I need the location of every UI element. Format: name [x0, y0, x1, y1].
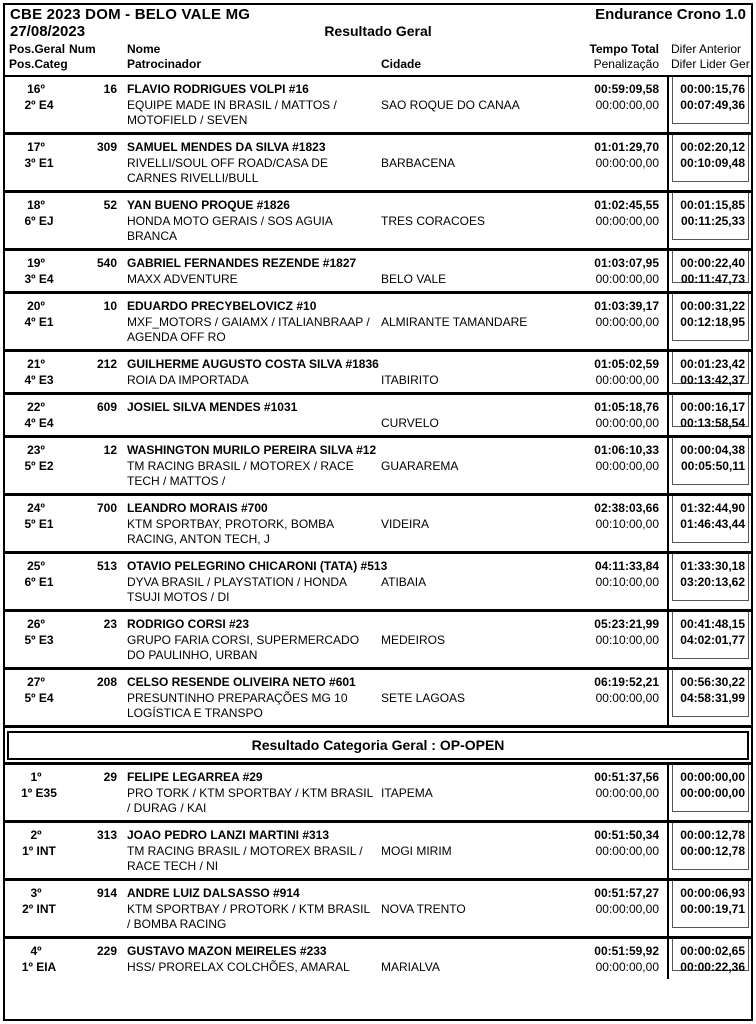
rider-name: WASHINGTON MURILO PEREIRA SILVA #12 — [127, 443, 377, 457]
difer-lider-value: 00:13:58,54 — [680, 416, 745, 430]
difference-box — [672, 612, 749, 659]
name-cell — [117, 352, 547, 392]
position-cell — [5, 352, 67, 392]
difer-anterior-value: 00:00:04,38 — [680, 443, 745, 457]
penalizacao-value: 00:00:00,00 — [595, 960, 659, 974]
document-header — [5, 5, 751, 40]
pos-geral-value: 26º — [27, 617, 45, 631]
difer-anterior-value: 00:00:02,65 — [680, 944, 745, 958]
position-cell — [5, 881, 67, 936]
difer-anterior-value: 00:01:23,42 — [680, 357, 745, 371]
position-cell — [5, 554, 67, 609]
col-pos-categ: Pos.Categ — [9, 57, 68, 71]
difference-box — [672, 77, 749, 124]
penalizacao-value: 00:00:00,00 — [595, 691, 659, 705]
difference-cell — [667, 193, 751, 248]
name-cell — [117, 395, 547, 435]
pos-geral-value: 21º — [27, 357, 45, 371]
city-text: ITAPEMA — [381, 786, 433, 800]
difference-cell — [667, 135, 751, 190]
pos-categ-value: 5º E4 — [24, 691, 54, 705]
time-cell — [547, 765, 667, 820]
name-cell — [117, 765, 547, 820]
pos-geral-value: 20º — [27, 299, 45, 313]
penalizacao-value: 00:00:00,00 — [595, 98, 659, 112]
difference-cell — [667, 612, 751, 667]
pos-categ-value: 4º E4 — [24, 416, 54, 430]
result-row — [5, 435, 751, 493]
pos-categ-value: 1º INT — [22, 844, 56, 858]
sponsor-text: KTM SPORTBAY, PROTORK, BOMBA RACING, ANTON TECH, J — [127, 517, 334, 546]
position-cell — [5, 765, 67, 820]
tempo-total-value: 00:59:09,58 — [594, 82, 659, 96]
sponsor-text: GRUPO FARIA CORSI, SUPERMERCADO DO PAULINHO, URBAN — [127, 633, 360, 662]
pos-geral-value: 19º — [27, 256, 45, 270]
result-row — [5, 820, 751, 878]
difference-cell — [667, 496, 751, 551]
rider-number: 513 — [96, 559, 117, 573]
number-cell — [67, 670, 117, 725]
difer-anterior-value: 00:00:16,17 — [680, 400, 745, 414]
result-row — [5, 493, 751, 551]
rider-number: 313 — [96, 828, 117, 842]
col-tempo-total: Tempo Total — [589, 42, 659, 56]
tempo-total-value: 02:38:03,66 — [594, 501, 659, 515]
city-text: ATIBAIA — [381, 575, 427, 589]
tempo-total-value: 00:51:50,34 — [594, 828, 659, 842]
name-cell — [117, 496, 547, 551]
sponsor-text: DYVA BRASIL / PLAYSTATION / HONDA TSUJI MOTOS / DI — [127, 575, 347, 604]
pos-categ-value: 5º E3 — [24, 633, 54, 647]
document-frame — [3, 3, 753, 1021]
name-cell — [117, 612, 547, 667]
col-penalizacao: Penalização — [593, 57, 659, 71]
difference-cell — [667, 881, 751, 936]
difer-lider-value: 00:07:49,36 — [680, 98, 745, 112]
penalizacao-value: 00:00:00,00 — [595, 272, 659, 286]
event-title: CBE 2023 DOM - BELO VALE MG — [10, 6, 251, 23]
time-cell — [547, 438, 667, 493]
result-row — [5, 291, 751, 349]
city-text: NOVA TRENTO — [381, 902, 466, 916]
tempo-total-value: 01:02:45,55 — [594, 198, 659, 212]
number-cell — [67, 765, 117, 820]
difference-box — [672, 670, 749, 717]
time-cell — [547, 395, 667, 435]
rider-number: 23 — [103, 617, 117, 631]
number-cell — [67, 881, 117, 936]
pos-categ-value: 3º E4 — [24, 272, 54, 286]
difference-cell — [667, 352, 751, 392]
sponsor-text: MAXX ADVENTURE — [127, 272, 238, 286]
rider-name: JOAO PEDRO LANZI MARTINI #313 — [127, 828, 330, 842]
rider-name: OTAVIO PELEGRINO CHICARONI (TATA) #513 — [127, 559, 388, 573]
rider-number: 12 — [103, 443, 117, 457]
result-row — [5, 132, 751, 190]
city-text: TRES CORACOES — [381, 214, 486, 228]
number-cell — [67, 438, 117, 493]
number-cell — [67, 77, 117, 132]
penalizacao-value: 00:00:00,00 — [595, 844, 659, 858]
difer-lider-value: 00:00:12,78 — [680, 844, 745, 858]
position-cell — [5, 438, 67, 493]
difference-box — [672, 193, 749, 240]
sponsor-text: MXF_MOTORS / GAIAMX / ITALIANBRAAP / AGENDA OFF RO — [127, 315, 370, 344]
penalizacao-value: 00:00:00,00 — [595, 902, 659, 916]
difer-lider-value: 00:00:19,71 — [680, 902, 745, 916]
rider-name: GABRIEL FERNANDES REZENDE #1827 — [127, 256, 357, 270]
difer-anterior-value: 00:56:30,22 — [680, 675, 745, 689]
result-row — [5, 392, 751, 435]
name-cell — [117, 554, 547, 609]
city-text: CURVELO — [381, 416, 439, 430]
difference-box — [672, 881, 749, 928]
difference-box — [672, 352, 749, 387]
sponsor-text: PRO TORK / KTM SPORTBAY / KTM BRASIL / DURAG / KAI — [127, 786, 373, 815]
difference-cell — [667, 554, 751, 609]
rider-name: CELSO RESENDE OLIVEIRA NETO #601 — [127, 675, 356, 689]
position-cell — [5, 193, 67, 248]
position-cell — [5, 612, 67, 667]
number-cell — [67, 135, 117, 190]
difer-anterior-value: 00:41:48,15 — [680, 617, 745, 631]
event-date: 27/08/2023 — [10, 23, 86, 40]
difer-anterior-value: 00:00:00,00 — [680, 770, 745, 784]
pos-geral-value: 18º — [27, 198, 45, 212]
tempo-total-value: 01:05:18,76 — [594, 400, 659, 414]
report-subtitle: Resultado Geral — [324, 23, 432, 39]
tempo-total-value: 01:03:07,95 — [594, 256, 659, 270]
pos-categ-value: 6º E1 — [24, 575, 54, 589]
penalizacao-value: 00:10:00,00 — [595, 575, 659, 589]
rider-number: 540 — [96, 256, 117, 270]
difference-box — [672, 939, 749, 974]
name-cell — [117, 670, 547, 725]
rider-name: FELIPE LEGARREA #29 — [127, 770, 263, 784]
difer-lider-value: 00:12:18,95 — [680, 315, 745, 329]
rider-name: RODRIGO CORSI #23 — [127, 617, 250, 631]
sponsor-text: PRESUNTINHO PREPARAÇÕES MG 10 LOGÍSTICA E TRANSPO — [127, 691, 348, 720]
sponsor-text: HSS/ PRORELAX COLCHÕES, AMARAL — [127, 960, 350, 974]
result-row — [5, 248, 751, 291]
city-text: MEDEIROS — [381, 633, 446, 647]
tempo-total-value: 06:19:52,21 — [594, 675, 659, 689]
rider-number: 52 — [103, 198, 117, 212]
position-cell — [5, 251, 67, 291]
col-cidade: Cidade — [381, 57, 422, 71]
rider-name: SAMUEL MENDES DA SILVA #1823 — [127, 140, 326, 154]
number-cell — [67, 352, 117, 392]
col-difer-lider: Difer Lider Ger — [671, 57, 750, 71]
sponsor-text: TM RACING BRASIL / MOTOREX / RACE TECH / MATTOS / — [127, 459, 354, 488]
timing-system-title: Endurance Crono 1.0 — [595, 6, 746, 23]
city-text: MARIALVA — [381, 960, 440, 974]
city-text: BELO VALE — [381, 272, 447, 286]
penalizacao-value: 00:00:00,00 — [595, 373, 659, 387]
time-cell — [547, 670, 667, 725]
difer-lider-value: 04:02:01,77 — [680, 633, 745, 647]
number-cell — [67, 251, 117, 291]
city-text: ALMIRANTE TAMANDARE — [381, 315, 528, 329]
result-row — [5, 762, 751, 820]
difference-cell — [667, 294, 751, 349]
tempo-total-value: 00:51:59,92 — [594, 944, 659, 958]
number-cell — [67, 554, 117, 609]
pos-geral-value: 23º — [27, 443, 45, 457]
rider-name: FLAVIO RODRIGUES VOLPI #16 — [127, 82, 309, 96]
city-text: BARBACENA — [381, 156, 456, 170]
sponsor-text: ROIA DA IMPORTADA — [127, 373, 249, 387]
difer-lider-value: 03:20:13,62 — [680, 575, 745, 589]
sponsor-text: HONDA MOTO GERAIS / SOS AGUIA BRANCA — [127, 214, 333, 243]
difer-lider-value: 00:10:09,48 — [680, 156, 745, 170]
tempo-total-value: 04:11:33,84 — [594, 559, 659, 573]
position-cell — [5, 823, 67, 878]
section-header — [5, 725, 751, 762]
tempo-total-value: 00:51:37,56 — [594, 770, 659, 784]
pos-geral-value: 17º — [27, 140, 45, 154]
difer-anterior-value: 00:02:20,12 — [680, 140, 745, 154]
rider-name: EDUARDO PRECYBELOVICZ #10 — [127, 299, 317, 313]
tempo-total-value: 05:23:21,99 — [594, 617, 659, 631]
difer-lider-value: 00:13:42,37 — [680, 373, 745, 387]
rider-name: GUSTAVO MAZON MEIRELES #233 — [127, 944, 327, 958]
city-text: ITABIRITO — [381, 373, 439, 387]
difference-cell — [667, 670, 751, 725]
time-cell — [547, 77, 667, 132]
difer-anterior-value: 00:01:15,85 — [680, 198, 745, 212]
pos-geral-value: 22º — [27, 400, 45, 414]
penalizacao-value: 00:10:00,00 — [595, 633, 659, 647]
rider-name: GUILHERME AUGUSTO COSTA SILVA #1836 — [127, 357, 379, 371]
difer-lider-value: 00:11:47,73 — [680, 272, 745, 286]
col-difer-anterior: Difer Anterior — [671, 42, 742, 56]
difference-box — [672, 395, 749, 430]
pos-geral-value: 16º — [27, 82, 45, 96]
pos-categ-value: 1º EIA — [21, 960, 57, 974]
rider-number: 309 — [96, 140, 117, 154]
pos-categ-value: 4º E1 — [24, 315, 54, 329]
pos-geral-value: 27º — [27, 675, 45, 689]
difer-anterior-value: 00:00:31,22 — [680, 299, 745, 313]
time-cell — [547, 939, 667, 979]
tempo-total-value: 01:03:39,17 — [594, 299, 659, 313]
difference-box — [672, 438, 749, 485]
result-row — [5, 667, 751, 725]
pos-geral-value: 3º — [30, 886, 42, 900]
pos-categ-value: 6º EJ — [24, 214, 54, 228]
time-cell — [547, 193, 667, 248]
difference-cell — [667, 823, 751, 878]
tempo-total-value: 01:01:29,70 — [594, 140, 659, 154]
results-table — [5, 77, 751, 979]
number-cell — [67, 294, 117, 349]
tempo-total-value: 00:51:57,27 — [594, 886, 659, 900]
penalizacao-value: 00:00:00,00 — [595, 315, 659, 329]
pos-categ-value: 2º E4 — [24, 98, 54, 112]
time-cell — [547, 881, 667, 936]
name-cell — [117, 77, 547, 132]
difer-anterior-value: 00:00:15,76 — [680, 82, 745, 96]
city-text: SETE LAGOAS — [381, 691, 466, 705]
difference-cell — [667, 765, 751, 820]
sponsor-text: KTM SPORTBAY / PROTORK / KTM BRASIL / BOMBA RACING — [127, 902, 370, 931]
city-text: GUARAREMA — [381, 459, 459, 473]
time-cell — [547, 251, 667, 291]
difer-anterior-value: 01:33:30,18 — [680, 559, 745, 573]
position-cell — [5, 135, 67, 190]
number-cell — [67, 496, 117, 551]
sponsor-text: RIVELLI/SOUL OFF ROAD/CASA DE CARNES RIVELLI/BULL — [127, 156, 328, 185]
difer-anterior-value: 01:32:44,90 — [680, 501, 745, 515]
difference-cell — [667, 77, 751, 132]
position-cell — [5, 496, 67, 551]
time-cell — [547, 823, 667, 878]
difer-anterior-value: 00:00:22,40 — [680, 256, 745, 270]
pos-categ-value: 3º E1 — [24, 156, 54, 170]
difference-box — [672, 496, 749, 543]
number-cell — [67, 939, 117, 979]
position-cell — [5, 294, 67, 349]
city-text: VIDEIRA — [381, 517, 430, 531]
penalizacao-value: 00:00:00,00 — [595, 214, 659, 228]
difference-box — [672, 135, 749, 182]
difference-box — [672, 294, 749, 341]
rider-name: LEANDRO MORAIS #700 — [127, 501, 268, 515]
name-cell — [117, 881, 547, 936]
name-cell — [117, 135, 547, 190]
pos-categ-value: 4º E3 — [24, 373, 54, 387]
difer-anterior-value: 00:00:06,93 — [680, 886, 745, 900]
result-row — [5, 609, 751, 667]
difer-lider-value: 00:00:22,36 — [680, 960, 745, 974]
city-text: SAO ROQUE DO CANAA — [381, 98, 520, 112]
col-pos-geral: Pos.Geral — [9, 42, 66, 56]
difer-lider-value: 00:05:50,11 — [680, 459, 745, 473]
sponsor-text: TM RACING BRASIL / MOTOREX BRASIL / RACE TECH / NI — [127, 844, 363, 873]
difference-box — [672, 554, 749, 601]
difer-anterior-value: 00:00:12,78 — [680, 828, 745, 842]
time-cell — [547, 135, 667, 190]
time-cell — [547, 554, 667, 609]
rider-number: 208 — [96, 675, 117, 689]
difference-box — [672, 765, 749, 812]
position-cell — [5, 670, 67, 725]
position-cell — [5, 395, 67, 435]
name-cell — [117, 193, 547, 248]
pos-categ-value: 5º E2 — [24, 459, 54, 473]
penalizacao-value: 00:00:00,00 — [595, 786, 659, 800]
result-row — [5, 936, 751, 979]
number-cell — [67, 193, 117, 248]
result-row — [5, 190, 751, 248]
time-cell — [547, 496, 667, 551]
section-title: Resultado Categoria Geral : OP-OPEN — [7, 731, 749, 760]
difference-cell — [667, 438, 751, 493]
rider-number: 29 — [103, 770, 117, 784]
pos-geral-value: 2º — [30, 828, 42, 842]
rider-number: 609 — [96, 400, 117, 414]
rider-name: ANDRE LUIZ DALSASSO #914 — [127, 886, 300, 900]
result-row — [5, 878, 751, 936]
pos-categ-value: 5º E1 — [24, 517, 54, 531]
penalizacao-value: 00:00:00,00 — [595, 459, 659, 473]
result-row — [5, 349, 751, 392]
difference-box — [672, 251, 749, 286]
time-cell — [547, 612, 667, 667]
penalizacao-value: 00:00:00,00 — [595, 156, 659, 170]
name-cell — [117, 438, 547, 493]
difference-box — [672, 823, 749, 870]
column-headers — [5, 40, 751, 77]
rider-name: JOSIEL SILVA MENDES #1031 — [127, 400, 298, 414]
rider-number: 700 — [96, 501, 117, 515]
tempo-total-value: 01:05:02,59 — [594, 357, 659, 371]
time-cell — [547, 294, 667, 349]
rider-number: 212 — [96, 357, 117, 371]
position-cell — [5, 939, 67, 979]
tempo-total-value: 01:06:10,33 — [594, 443, 659, 457]
difer-lider-value: 04:58:31,99 — [680, 691, 745, 705]
pos-geral-value: 4º — [30, 944, 42, 958]
col-patrocinador: Patrocinador — [127, 57, 202, 71]
position-cell — [5, 77, 67, 132]
rider-number: 16 — [103, 82, 117, 96]
pos-geral-value: 25º — [27, 559, 45, 573]
pos-categ-value: 2º INT — [22, 902, 56, 916]
number-cell — [67, 395, 117, 435]
city-text: MOGI MIRIM — [381, 844, 452, 858]
name-cell — [117, 939, 547, 979]
difference-cell — [667, 251, 751, 291]
difer-lider-value: 00:00:00,00 — [680, 786, 745, 800]
result-row — [5, 77, 751, 132]
rider-number: 914 — [96, 886, 117, 900]
rider-name: YAN BUENO PROQUE #1826 — [127, 198, 290, 212]
pos-categ-value: 1º E35 — [21, 786, 57, 800]
number-cell — [67, 612, 117, 667]
number-cell — [67, 823, 117, 878]
penalizacao-value: 00:00:00,00 — [595, 416, 659, 430]
sponsor-text: EQUIPE MADE IN BRASIL / MATTOS / MOTOFIELD / SEVEN — [127, 98, 337, 127]
rider-number: 10 — [103, 299, 117, 313]
result-row — [5, 551, 751, 609]
penalizacao-value: 00:10:00,00 — [595, 517, 659, 531]
col-nome: Nome — [127, 42, 161, 56]
col-num: Num — [69, 42, 96, 56]
name-cell — [117, 823, 547, 878]
name-cell — [117, 294, 547, 349]
time-cell — [547, 352, 667, 392]
difer-lider-value: 01:46:43,44 — [680, 517, 745, 531]
difference-cell — [667, 395, 751, 435]
difference-cell — [667, 939, 751, 979]
pos-geral-value: 1º — [30, 770, 42, 784]
name-cell — [117, 251, 547, 291]
difer-lider-value: 00:11:25,33 — [680, 214, 745, 228]
rider-number: 229 — [96, 944, 117, 958]
pos-geral-value: 24º — [27, 501, 45, 515]
